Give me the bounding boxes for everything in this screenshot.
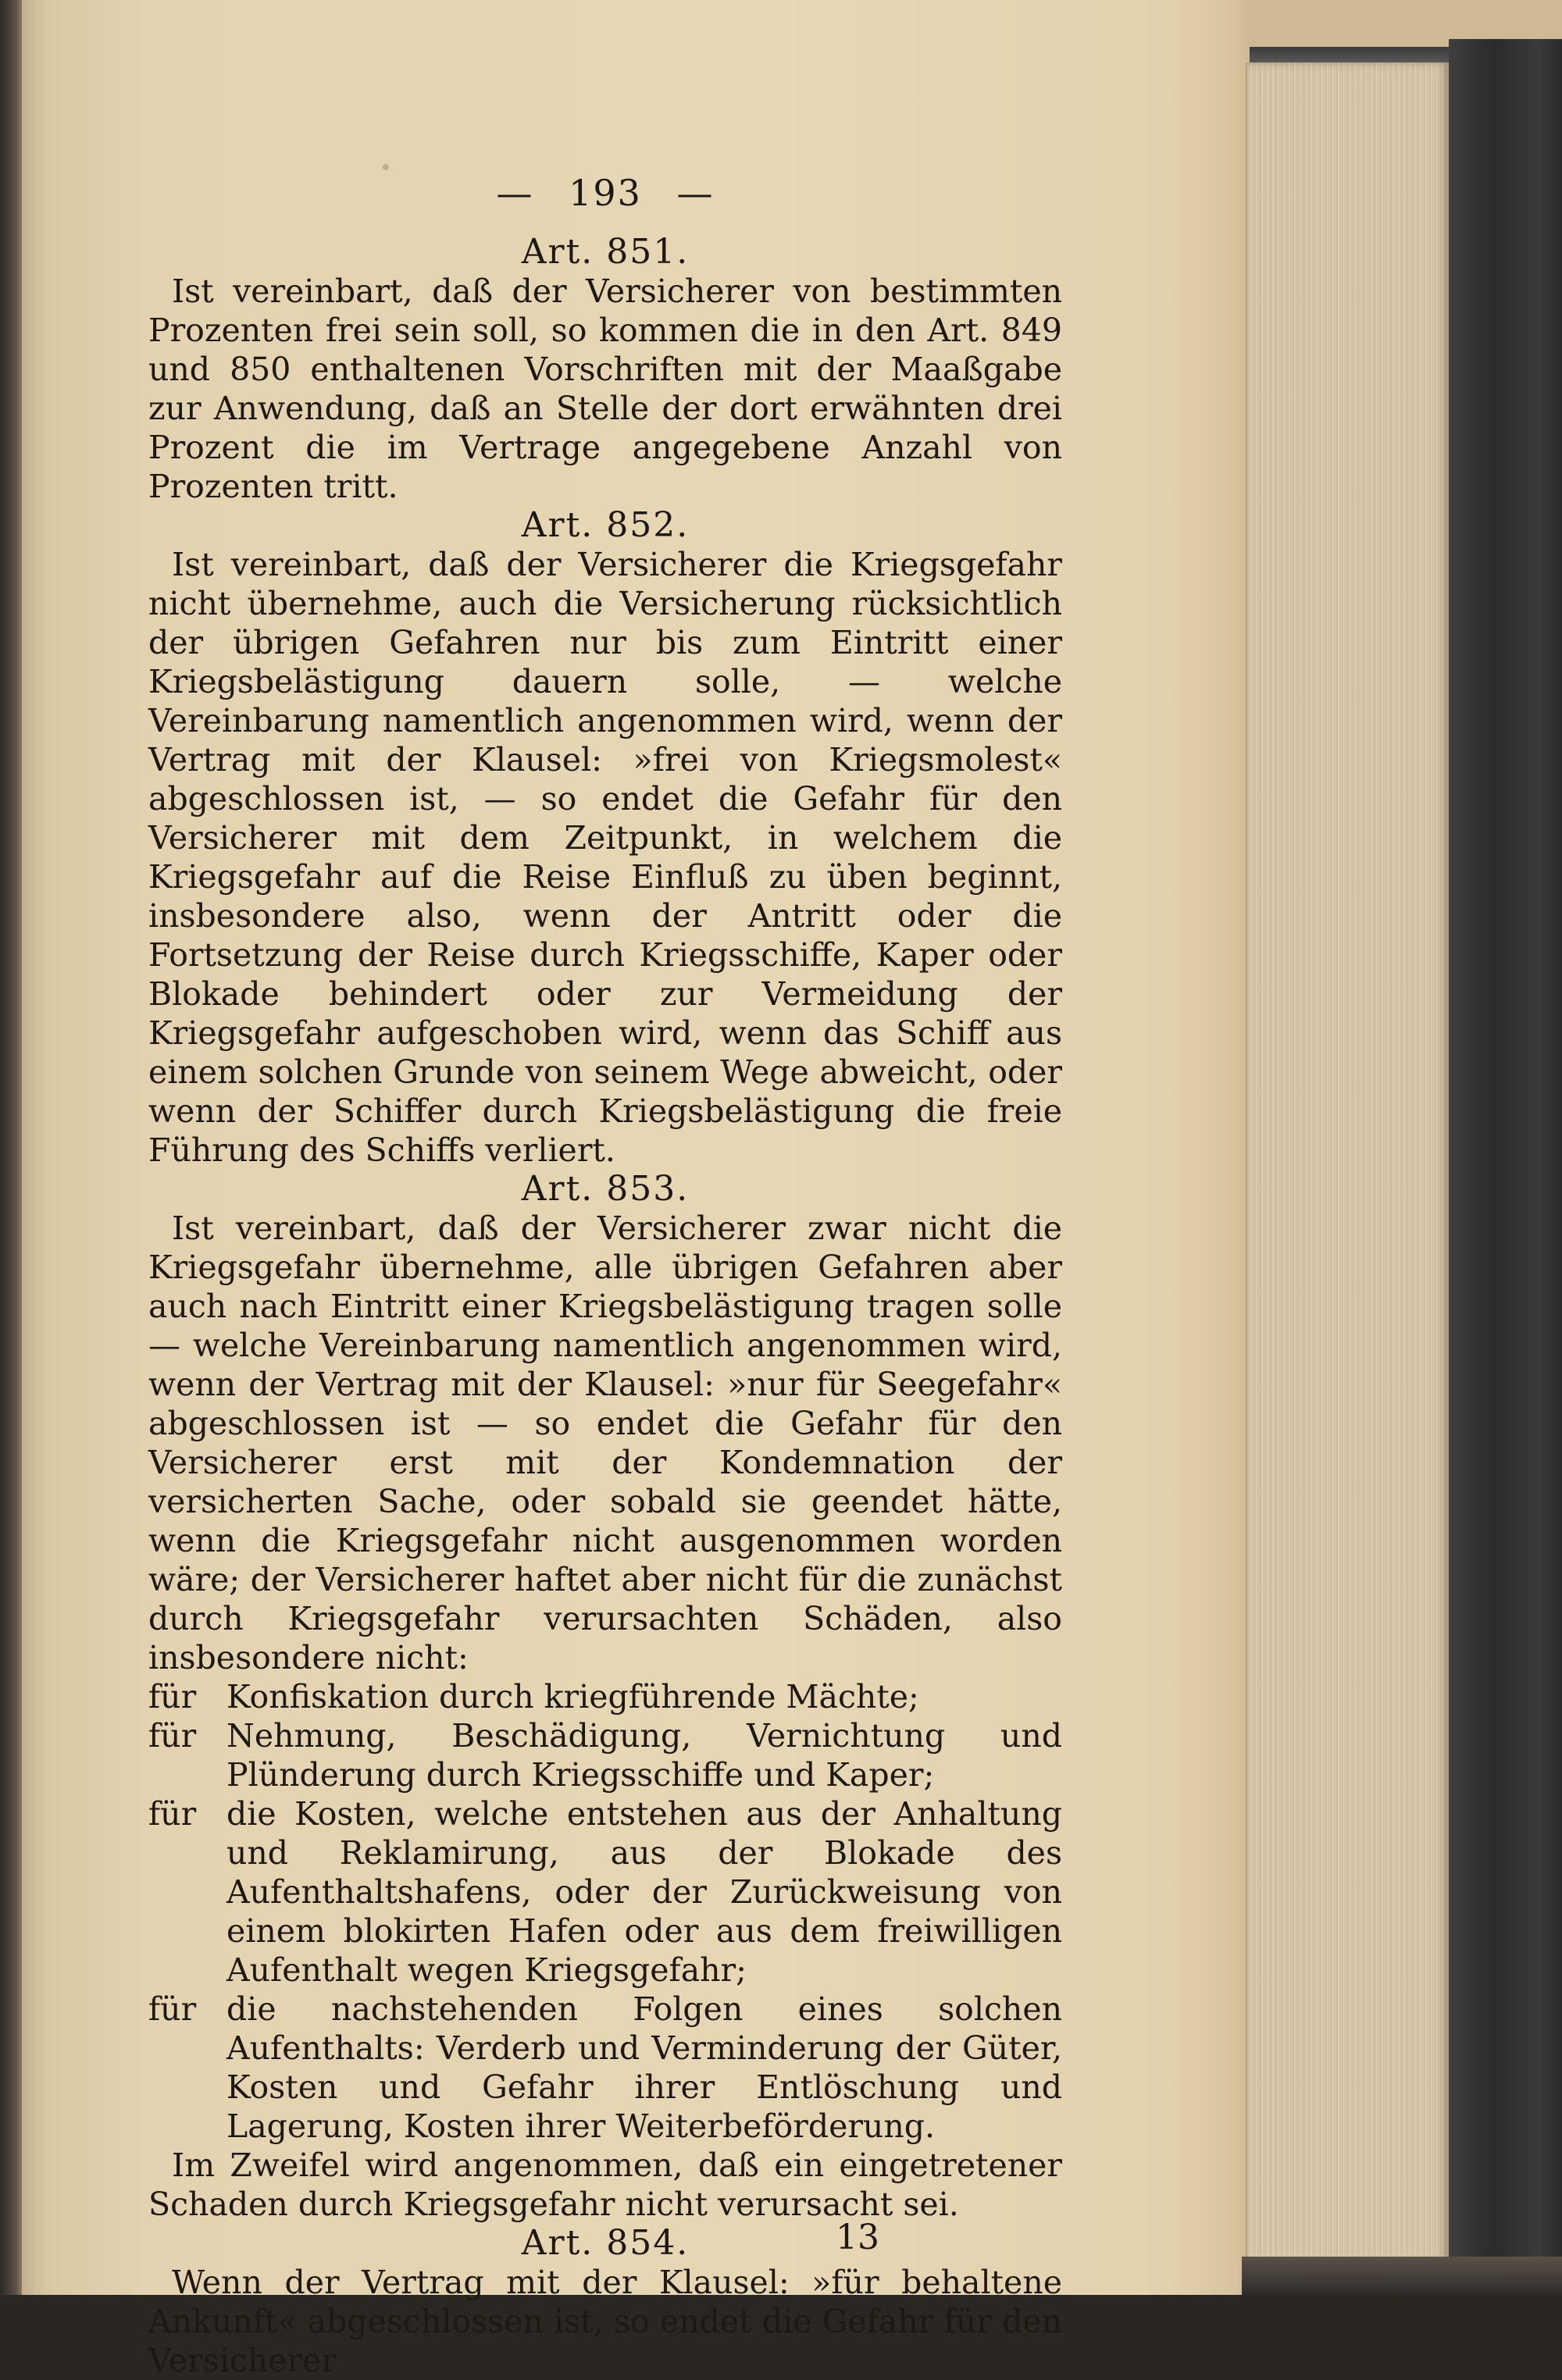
exclusion-text: Nehmung, Beschädigung, Vernichtung und Plünderung durch Kriegsschiffe und Kaper; [226,1717,1062,1794]
article-closing: Im Zweifel wird angenommen, daß ein eingetretener Schaden durch Kriegsgefahr nicht verursacht sei. [148,2147,1062,2223]
header-dash-right: — [676,172,715,214]
article-paragraph: Ist vereinbart, daß der Versicherer die Kriegsgefahr nicht übernehme, auch die Versicherung rücksichtlich der übrigen Gefahren nur bis zum Eintritt einer Kriegsbelästigung dauern solle, — welche Vereinbarung namentlich angenommen wird, wenn der Vertrag mit der Klausel: »frei von Kriegsmolest« abgeschlossen ist, — so endet die Gefahr für den Versicherer mit dem Zeitpunkt, in welchem die Kriegsgefahr auf die Reise Einfluß zu üben beginnt, insbesondere also, wenn der Antritt oder die Fortsetzung der Reise durch Kriegsschiffe, Kaper oder Blokade behindert oder zur Vermeidung der Kriegsgefahr aufgeschoben wird, wenn das Schiff aus einem solchen Grunde von seinem Wege abweicht, oder wenn der Schiffer durch Kriegsbelästigung die freie Führung des Schiffs verliert. [148,546,1062,1169]
exclusion-item [148,1716,1062,1794]
signature-mark: 13 [836,2218,879,2257]
article-heading: Art. 851. [521,232,690,272]
exclusion-keyword: für [148,1717,197,1755]
article-paragraph: Ist vereinbart, daß der Versicherer von bestimmten Prozenten frei sein soll, so kommen die in den Art. 849 und 850 enthaltenen Vorschriften mit der Maaßgabe zur Anwendung, daß an Stelle der dort erwähnten drei Prozent die im Vertrage angegebene Anzahl von Prozenten tritt. [148,273,1062,505]
article-853 [148,1170,1062,2224]
book-spine [0,0,22,2295]
article-852 [148,506,1062,1170]
page-number: 193 [569,172,642,214]
article-851 [148,233,1062,506]
book-page [148,148,1062,2379]
exclusion-keyword: für [148,1678,197,1716]
article-heading: Art. 854. [521,2223,690,2263]
article-paragraph: Wenn der Vertrag mit der Klausel: »für behaltene Ankunft« abgeschlossen ist, so endet die Gefahr für den Versicherer [148,2264,1062,2379]
article-paragraph: Ist vereinbart, daß der Versicherer zwar nicht die Kriegsgefahr übernehme, alle übrigen Gefahren aber auch nach Eintritt einer Kriegsbelästigung tragen solle — welche Vereinbarung namentlich angenommen wird, wenn der Vertrag mit der Klausel: »nur für Seegefahr« abgeschlossen ist — so endet die Gefahr für den Versicherer erst mit der Kondemnation der versicherten Sache, oder sobald sie geendet hätte, wenn die Kriegsgefahr nicht ausgenommen worden wäre; der Versicherer haftet aber nicht für die zunächst durch Kriegsgefahr verursachten Schäden, also insbesondere nicht: [148,1210,1062,1676]
paper-spot [383,164,389,170]
exclusion-item [148,1677,1062,1716]
page-edges [1246,62,1450,2272]
exclusion-text: die Kosten, welche entstehen aus der Anhaltung und Reklamirung, aus der Blokade des Aufenthaltshafens, oder der Zurückweisung von einem blokirten Hafen oder aus dem freiwilligen Aufenthalt wegen Kriegsgefahr; [226,1795,1062,1989]
exclusion-text: Konfiskation durch kriegführende Mächte; [226,1678,919,1716]
page-header [148,172,1062,214]
header-dash-left: — [496,172,534,214]
exclusion-item [148,1794,1062,1990]
article-heading: Art. 853. [521,1169,690,1209]
exclusion-item [148,1990,1062,2146]
exclusion-text: die nachstehenden Folgen eines solchen Aufenthalts: Verderb und Verminderung der Güter, Kosten und Gefahr ihrer Entlöschung und Lagerung, Kosten ihrer Weiterbeförderung. [226,1990,1062,2145]
article-854 [148,2224,1062,2380]
article-heading: Art. 852. [521,505,690,545]
exclusion-keyword: für [148,1795,197,1833]
page-body [148,233,1062,2380]
exclusion-keyword: für [148,1990,197,2028]
cover-edge-bottom [1242,2257,1562,2295]
book-cover [1449,39,1562,2288]
